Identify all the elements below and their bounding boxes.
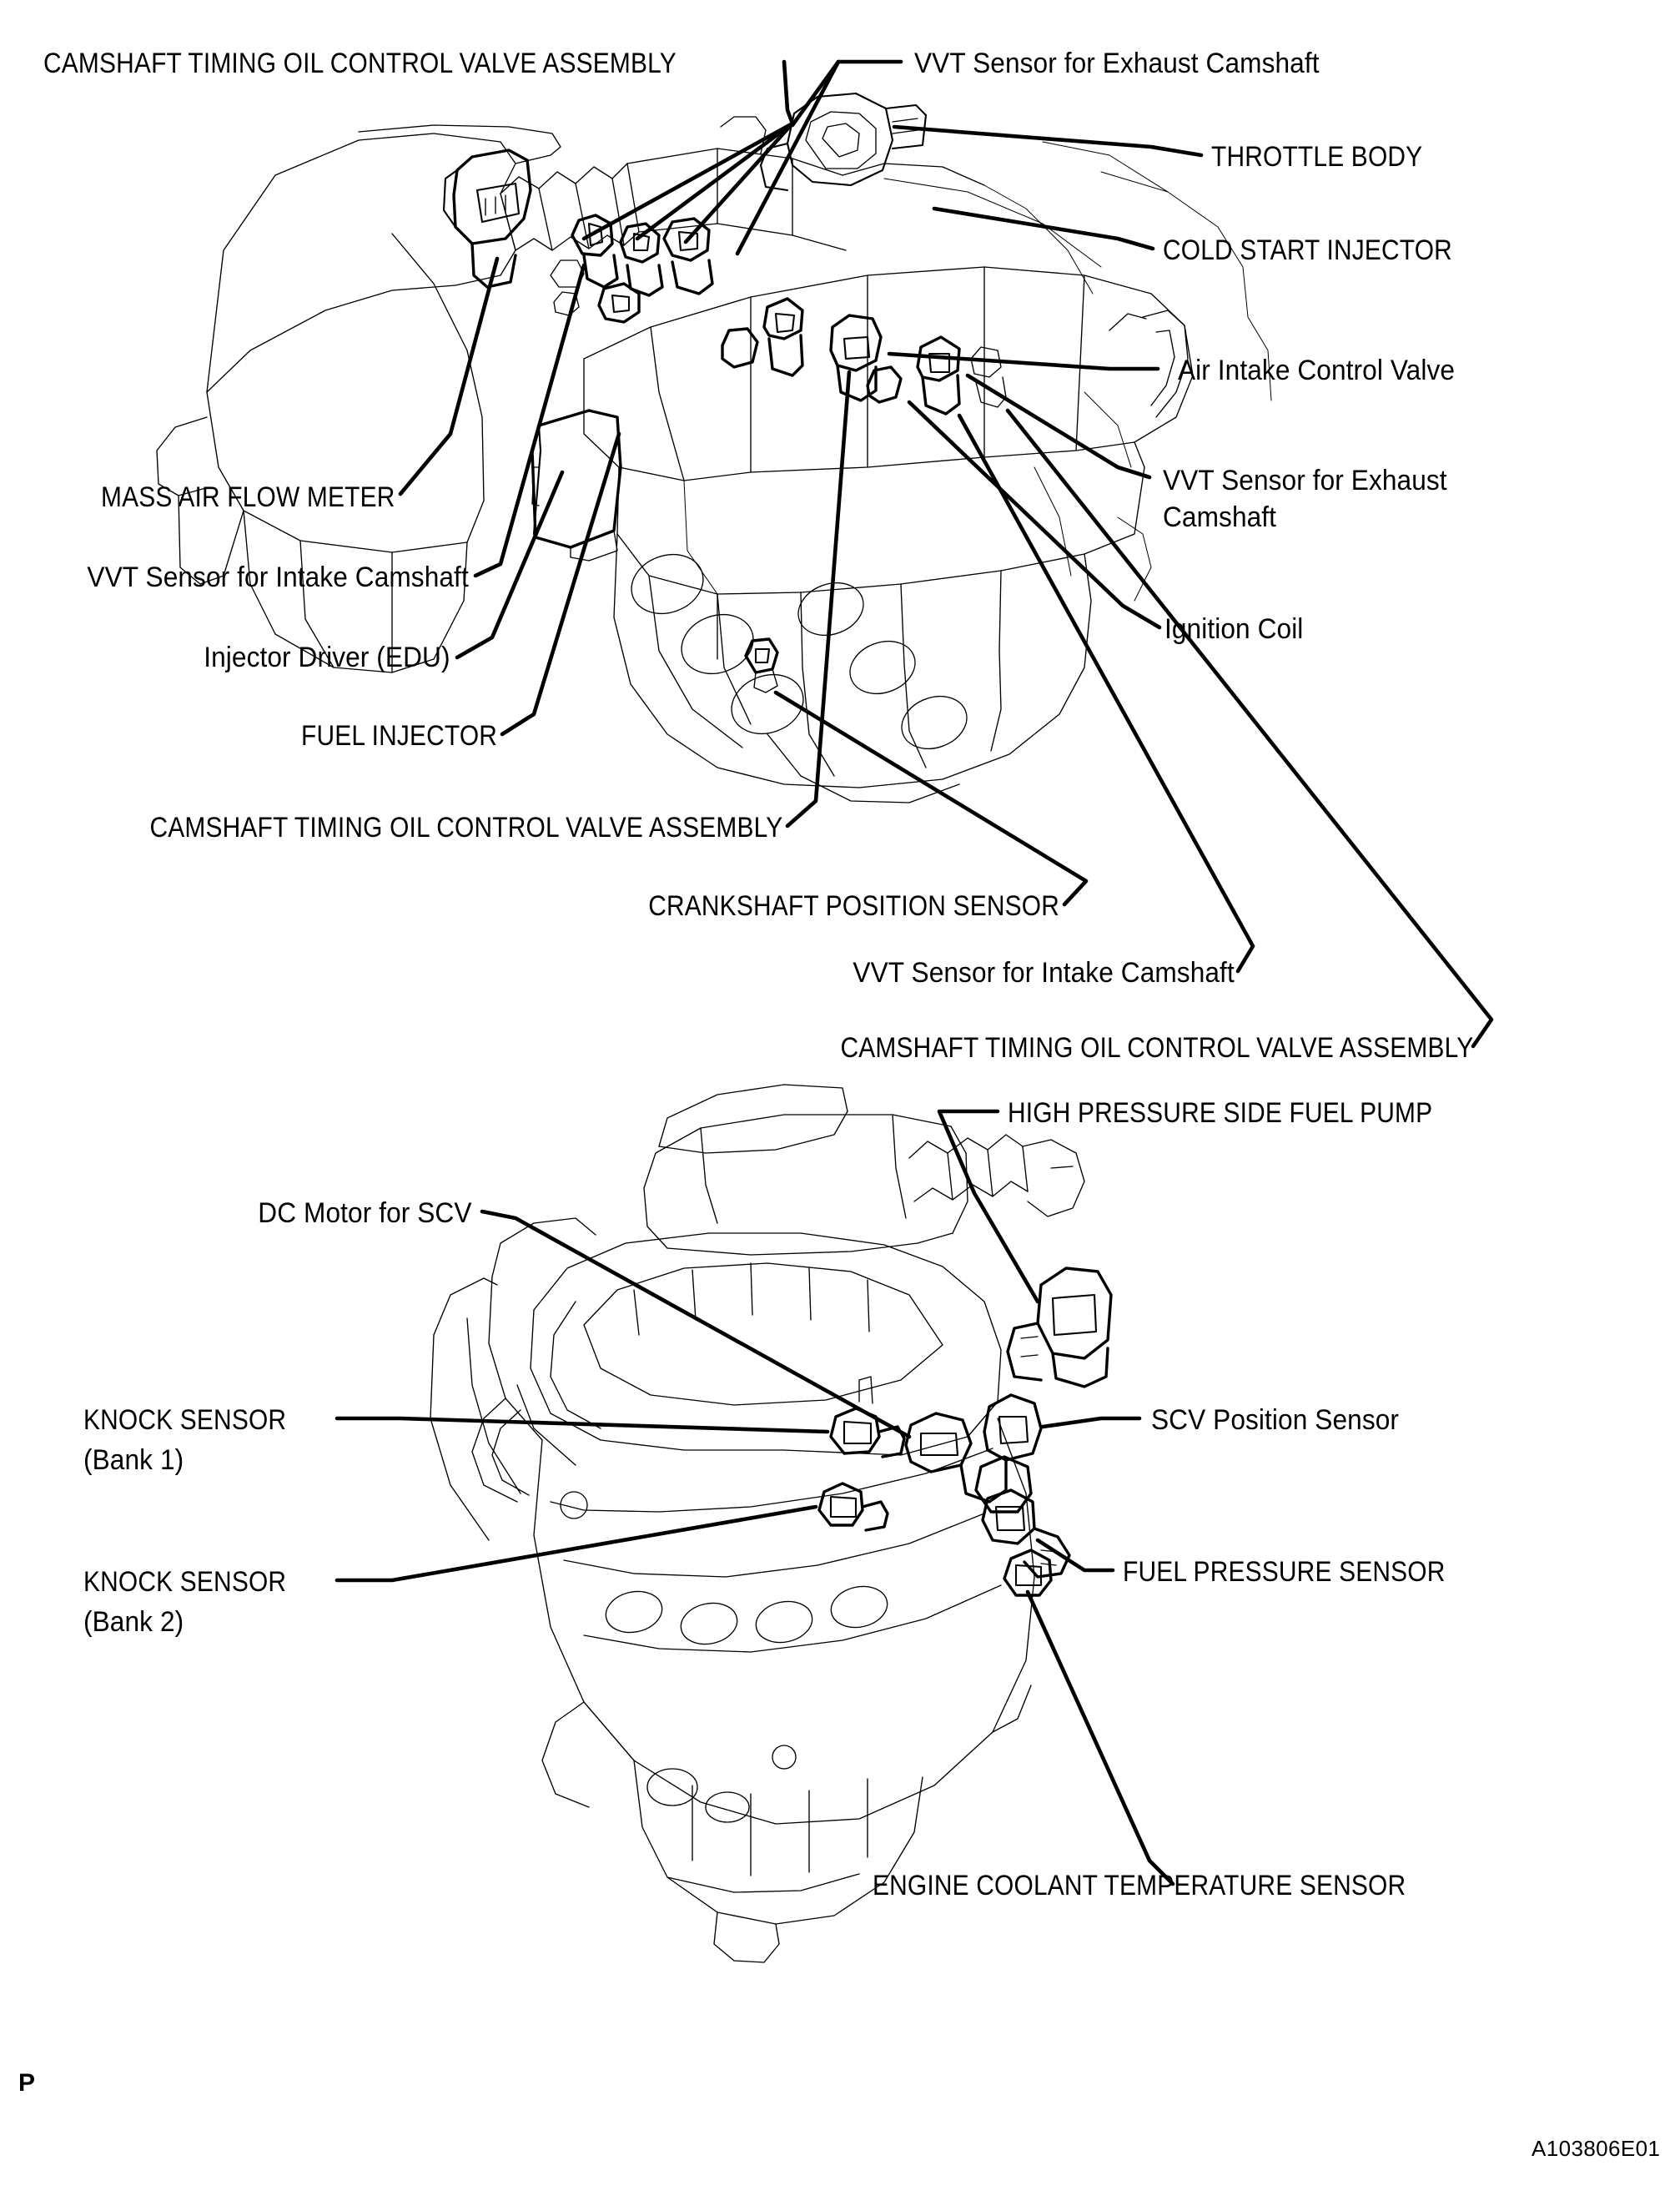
callout-vvt-sensor-intake-camshaft-left: VVT Sensor for Intake Camshaft [87,562,469,593]
callout-camshaft-timing-oil-control-valve-assembly-bottom: CAMSHAFT TIMING OIL CONTROL VALVE ASSEMBLY [840,1032,1473,1064]
callout-knock-sensor-bank1-line1: KNOCK SENSOR [83,1404,287,1436]
callout-high-pressure-side-fuel-pump: HIGH PRESSURE SIDE FUEL PUMP [1008,1097,1433,1129]
callout-injector-driver-edu: Injector Driver (EDU) [204,642,450,673]
callout-knock-sensor-bank2-line2: (Bank 2) [83,1606,184,1638]
callout-cold-start-injector: COLD START INJECTOR [1163,234,1452,266]
figure2-sensor-parts [819,1268,1111,1595]
figure-code: A103806E01 [1532,2136,1661,2161]
callout-knock-sensor-bank1-line2: (Bank 1) [83,1444,184,1476]
sensor-cluster-right [722,299,1006,414]
callout-vvt-sensor-exhaust-camshaft-right-line1: VVT Sensor for Exhaust [1163,465,1447,496]
engine-block-lower [614,310,1188,803]
callout-vvt-sensor-exhaust-camshaft-right-line2: Camshaft [1163,501,1277,533]
engine-side-view-artwork [430,1085,1084,1962]
callout-ignition-coil: Ignition Coil [1164,613,1304,645]
callout-vvt-sensor-exhaust-camshaft-top: VVT Sensor for Exhaust Camshaft [914,48,1320,79]
callout-fuel-injector: FUEL INJECTOR [300,720,497,752]
callout-scv-position-sensor: SCV Position Sensor [1151,1404,1400,1436]
callout-engine-coolant-temperature-sensor: ENGINE COOLANT TEMPERATURE SENSOR [873,1870,1406,1901]
callout-crankshaft-position-sensor: CRANKSHAFT POSITION SENSOR [648,890,1059,922]
callout-knock-sensor-bank2-line1: KNOCK SENSOR [83,1566,287,1598]
callout-fuel-pressure-sensor: FUEL PRESSURE SENSOR [1123,1556,1446,1588]
page-marker: P [18,2069,36,2097]
callout-vvt-sensor-intake-camshaft-bottom: VVT Sensor for Intake Camshaft [853,957,1235,989]
sensor-cluster-upper [551,215,712,322]
callout-mass-air-flow-meter: MASS AIR FLOW METER [101,481,395,513]
callout-air-intake-control-valve: Air Intake Control Valve [1178,355,1456,386]
callout-dc-motor-for-scv: DC Motor for SCV [258,1197,472,1229]
callout-throttle-body: THROTTLE BODY [1211,141,1423,173]
injector-driver-edu-part [532,410,621,561]
intake-manifold [584,142,1271,667]
crankshaft-position-sensor-part [746,639,777,693]
callout-camshaft-timing-oil-control-valve-assembly-top-left: CAMSHAFT TIMING OIL CONTROL VALVE ASSEMBLY [43,48,677,79]
callout-camshaft-timing-oil-control-valve-assembly-lower-left: CAMSHAFT TIMING OIL CONTROL VALVE ASSEMBLY [149,812,782,844]
throttle-body-part [721,93,926,190]
mass-air-flow-meter-part [444,150,531,287]
